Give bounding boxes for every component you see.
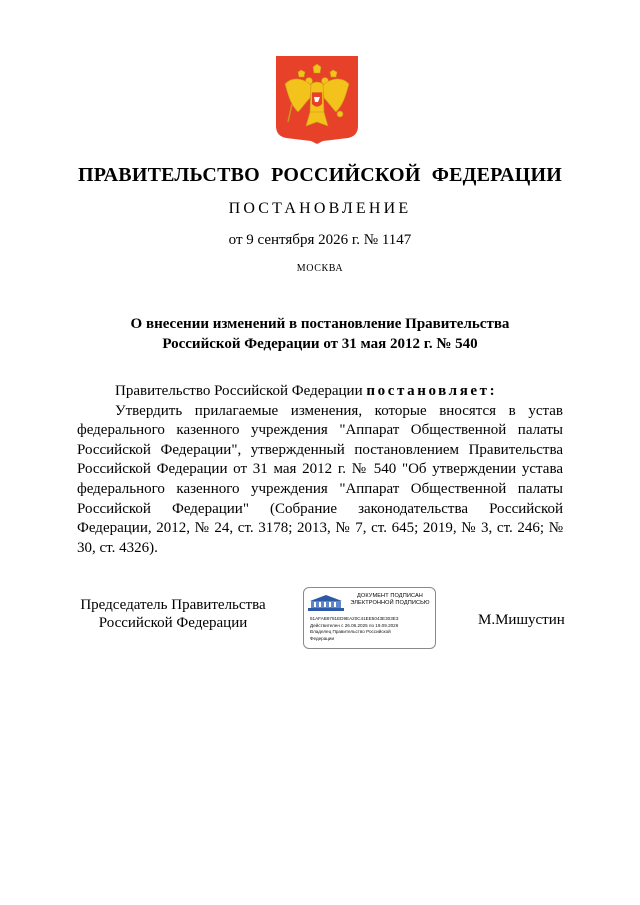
signer-position-line-2: Российской Федерации <box>98 615 248 631</box>
document-city: МОСКВА <box>296 263 344 274</box>
subject-line-2: Российской Федерации от 31 мая 2012 г. № 540 <box>162 336 478 352</box>
stamp-validity: Действителен с 26.06.2025 по 19.09.2026 <box>310 622 399 628</box>
subject-line-1: О внесении изменений в постановление Правительства <box>130 316 510 332</box>
preamble-resolves: постановляет: <box>366 383 498 399</box>
stamp-owner-line-2: Федерации <box>310 635 335 641</box>
stamp-heading-line-2: ЭЛЕКТРОННОЙ ПОДПИСЬЮ <box>350 600 430 606</box>
stamp-details <box>310 616 434 642</box>
document-type: ПОСТАНОВЛЕНИЕ <box>228 200 412 217</box>
document-subject <box>0 314 640 354</box>
electronic-signature-stamp <box>303 587 436 649</box>
resolution-paragraph: Утвердить прилагаемые изменения, которые вносятся в устав федерального казенного учреждения "Аппарат Общественной палаты Российской Федерации", утвержденный постановлением Правительства Российской Федерации от 31 мая 2012 г. № 540 "Об утверждении устава федерального казенного учреждения "Аппарат Общественной палаты Российской Федерации" (Собрание законодательства Российской Федерации, 2012, № 24, ст. 3178; 2013, № 7, ст. 645; 2019, № 3, ст. 246; № 30, ст. 4326). <box>77 402 563 556</box>
signer-name: М.Мишустин <box>478 612 565 628</box>
stamp-heading <box>344 593 436 607</box>
signer-position-line-1: Председатель Правительства <box>80 597 266 613</box>
stamp-certificate: 51AFAB8781ED9EA20C41EE5043E303E3 <box>310 616 399 621</box>
preamble-lead: Правительство Российской Федерации <box>115 383 367 399</box>
stamp-heading-line-1: ДОКУМЕНТ ПОДПИСАН <box>357 593 423 599</box>
preamble <box>77 382 563 402</box>
government-building-icon <box>308 594 344 612</box>
government-title: ПРАВИТЕЛЬСТВО РОССИЙСКОЙ ФЕДЕРАЦИИ <box>78 164 562 186</box>
signer-position <box>64 596 282 632</box>
coat-of-arms-icon <box>276 56 358 144</box>
stamp-owner-line-1: Владелец Правительство Российской <box>310 629 391 635</box>
document-body <box>77 382 563 558</box>
document-date-number: от 9 сентября 2026 г. № 1147 <box>228 232 412 248</box>
